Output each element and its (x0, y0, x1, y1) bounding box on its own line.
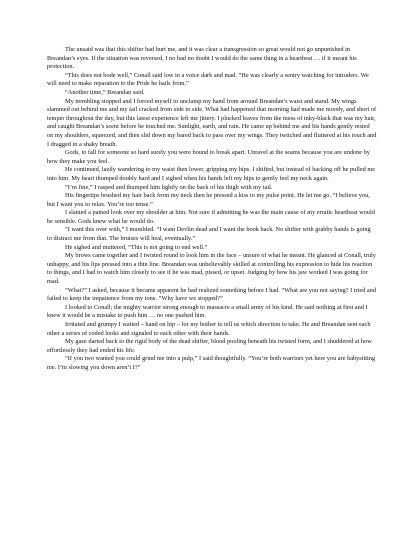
paragraph: I looked to Conall; the mighty warrior strong enough to massacre a small army of his kind. He said nothing at first and I knew it would be a mistake to push him … no one pushed him. (47, 303, 368, 320)
paragraph: My brows came together and I twisted round to look him in the face – unsure of what he meant. He glanced at Conall, truly unhappy, and his lips pressed into a thin line. Breandan was unbelievably skilled at controlling his expression to hide his reaction to things, and I had to watch him closely to see if he was mad, pissed, or upset. Judging by how his jaw worked I was going for mad. (47, 252, 376, 286)
paragraph: I slanted a pained look over my shoulder at him. Not sure if admitting he was the main cause of my erratic heartbeat would be sensible. Gods knew what he would do. (47, 209, 375, 225)
paragraph: “If you two wanted you could grind me into a pulp,” I said thoughtfully. “You’re both warriors yet here you are babysitting me. I’m slowing you down aren’t I?” (47, 355, 376, 371)
paragraph: “I want this over with,” I mumbled. “I want Devlin dead and I want the book back. No shifter with grabby hands is going to distract me from that. The bruises will heal, eventually.” (47, 226, 371, 243)
paragraph: His fingertips brushed my hair back from my neck then he pressed a kiss to my pulse point. He let me go. “I believe you, but I want you to relax. You’re too tense.” (47, 192, 370, 208)
paragraph: “I’m fine,” I rasped and thumped him lightly on the back of his thigh with my tail. (65, 183, 273, 191)
paragraph: Irritated and grumpy I waited – hand on hip – for my bother to tell us which direction to take. He and Breandan sent each other a series of coded looks and signaled to each other with their hands. (47, 321, 371, 337)
paragraph: He continued, lazily wandering to my waist then lower, gripping my hips. I shifted, but instead of backing off he pulled me into him. My heart thumped doubly hard and I sighed when his hands left my hips to gently feel my neck again. (47, 166, 376, 182)
paragraph: My trembling stopped and I forced myself to unclamp my hand from around Breandan’s waist and stand. My wings slammed out behind me and my tail cracked from side to side. What had happened that morning had made me moody, and short of temper throughout the day, but this latest experience left me jittery. I plucked leaves from the mess of inky-black that was my hair, and caught Breandan’s scent before he touched me. Sunlight, earth, and rain. He came up behind me and his hands gently rested on my shoulders, squeezed, and then slid down my bared back to pass over my wings. They twitched and fluttered at his touch and I dragged in a shaky breath. (47, 97, 377, 148)
paragraph: “What?” I asked, because it became apparent he had realized something before I had. “What are you not saying? I tried and failed to keep the impatience from my tone. “Why have we stopped?” (47, 286, 377, 303)
paragraph: “Another time,” Breandan said. (65, 88, 145, 96)
page-body (47, 46, 377, 373)
paragraph: He sighed and muttered, “This is not going to end well.” (65, 243, 208, 251)
paragraph: “This does not bode well,” Conall said low in a voice dark and mad. “He was clearly a sentry watching for intruders. We will need to make reparation to the Pride he hails from.” (47, 71, 369, 88)
paragraph: Gods, to fall for someone so hard surely you were bound to break apart. Unravel at the seams because you are undone by how they make you feel. (47, 149, 370, 165)
paragraph: My gaze darted back to the rigid body of the dead shifter, blood pooling beneath his twisted form, and I shuddered at how effortlessly they had ended his life. (47, 338, 372, 354)
paragraph: The unsaid was that this shifter had hurt me, and it was clear a transgression so great would not go unpunished in Breandan’s eyes. If the situation was reversed, I no had no doubt I would do the same thing in a heartbeat … if it meant his protection. (47, 46, 357, 71)
